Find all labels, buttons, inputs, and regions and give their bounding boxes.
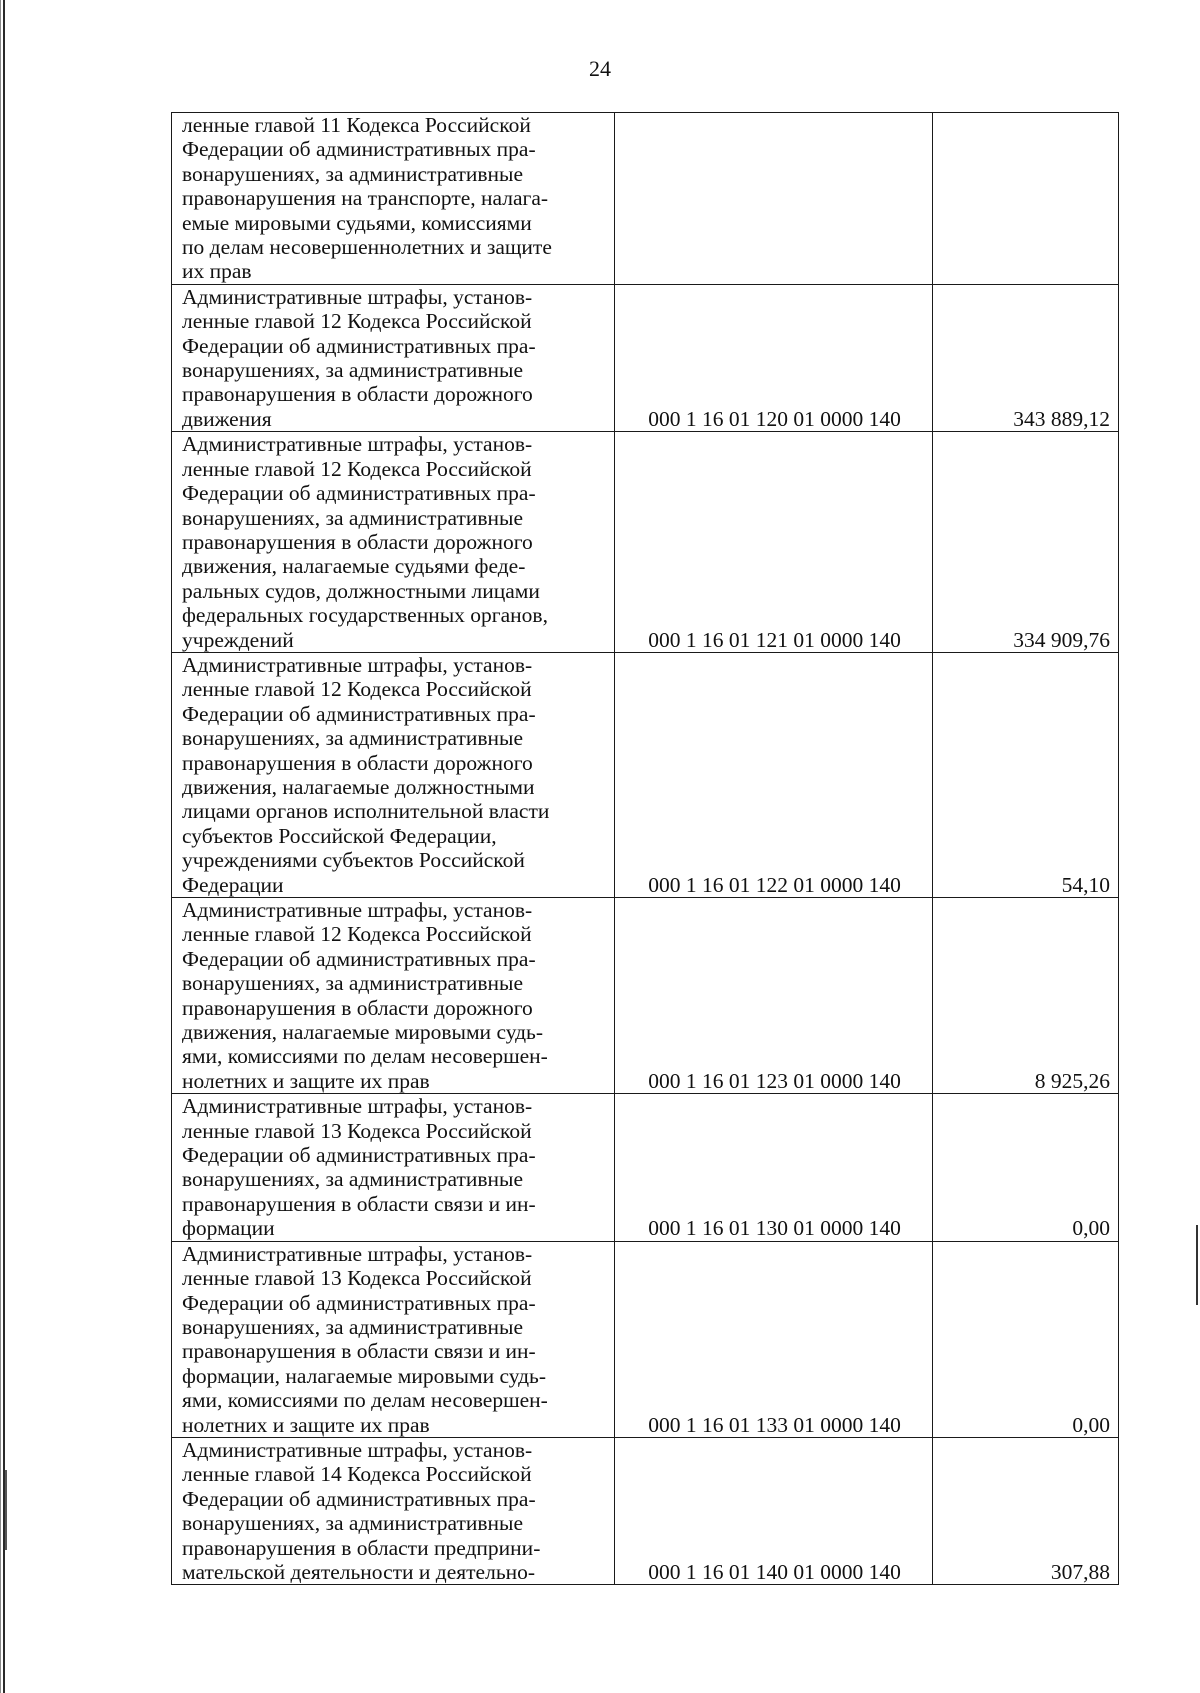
amount-cell: 343 889,12 [933, 284, 1119, 431]
scan-edge-outer [0, 0, 1, 1693]
revenue-name-line: учреждениями субъектов Российской [182, 848, 525, 873]
revenue-table [171, 112, 1119, 1585]
table-row [172, 284, 1119, 431]
revenue-name-line: Административные штрафы, установ- [182, 284, 533, 309]
revenue-name-line: Федерации [182, 872, 284, 897]
revenue-name-line: правонарушения в области дорожного [182, 750, 533, 775]
revenue-name-cell [172, 1094, 615, 1241]
revenue-name-line: их прав [182, 259, 252, 284]
revenue-name-line: правонарушения в области дорожного [182, 382, 533, 407]
amount-cell: 0,00 [933, 1241, 1119, 1437]
budget-code-cell: 000 1 16 01 123 01 0000 140 [615, 898, 933, 1094]
revenue-name-line: Административные штрафы, установ- [182, 1437, 533, 1462]
revenue-name-line: движения [182, 406, 272, 431]
table-row [172, 113, 1119, 285]
revenue-name-cell [172, 113, 615, 285]
revenue-name-line: движения, налагаемые должностными [182, 774, 535, 799]
revenue-name-line: вонарушениях, за административные [182, 1167, 524, 1192]
revenue-name-line: ленные главой 13 Кодекса Российской [182, 1266, 532, 1291]
revenue-name-cell [172, 652, 615, 897]
scan-edge-mark-left [5, 1470, 7, 1550]
revenue-name-line: ями, комиссиями по делам несовершен- [182, 1388, 548, 1413]
revenue-name-line: Административные штрафы, установ- [182, 898, 533, 922]
budget-code-cell: 000 1 16 01 130 01 0000 140 [615, 1094, 933, 1241]
revenue-name-line: правонарушения в области предприни- [182, 1535, 541, 1560]
revenue-name-line: правонарушения в области дорожного [182, 529, 533, 554]
revenue-name-line: вонарушениях, за административные [182, 1314, 524, 1339]
revenue-name-line: Федерации об административных пра- [182, 137, 536, 162]
revenue-name-line: емые мировыми судьями, комиссиями [182, 210, 532, 235]
revenue-name-line: субъектов Российской Федерации, [182, 823, 497, 848]
amount-cell: 307,88 [933, 1437, 1119, 1584]
revenue-name-line: Федерации об административных пра- [182, 1143, 536, 1168]
revenue-name-cell [172, 898, 615, 1094]
amount-cell: 334 909,76 [933, 432, 1119, 653]
revenue-name-line: Административные штрафы, установ- [182, 652, 533, 677]
revenue-name-cell [172, 432, 615, 653]
revenue-name-line: вонарушениях, за административные [182, 971, 524, 996]
revenue-name-line: Федерации об административных пра- [182, 701, 536, 726]
revenue-name-line: движения, налагаемые мировыми судь- [182, 1020, 543, 1045]
amount-cell: 54,10 [933, 652, 1119, 897]
revenue-name-line: вонарушениях, за административные [182, 505, 524, 530]
revenue-name-line: Административные штрафы, установ- [182, 1241, 533, 1266]
revenue-name-line: Федерации об административных пра- [182, 333, 536, 358]
revenue-name-line: Федерации об административных пра- [182, 481, 536, 506]
revenue-name-line: правонарушения в области связи и ин- [182, 1339, 536, 1364]
budget-code-cell: 000 1 16 01 120 01 0000 140 [615, 284, 933, 431]
revenue-name-line: формации, налагаемые мировыми судь- [182, 1363, 547, 1388]
revenue-name-line: ленные главой 14 Кодекса Российской [182, 1462, 532, 1487]
revenue-name-line: правонарушения в области связи и ин- [182, 1191, 536, 1216]
revenue-name-line: ленные главой 12 Кодекса Российской [182, 922, 532, 947]
table-row [172, 898, 1119, 1094]
revenue-name-line: Федерации об административных пра- [182, 1290, 536, 1315]
revenue-name-line: ленные главой 12 Кодекса Российской [182, 309, 532, 334]
amount-cell: 8 925,26 [933, 898, 1119, 1094]
revenue-name-line: учреждений [182, 627, 294, 652]
budget-code-cell: 000 1 16 01 133 01 0000 140 [615, 1241, 933, 1437]
revenue-name-line: правонарушения в области дорожного [182, 995, 533, 1020]
revenue-name-line: правонарушения на транспорте, налага- [182, 186, 549, 211]
revenue-name-line: ями, комиссиями по делам несовершен- [182, 1044, 548, 1069]
revenue-name-line: вонарушениях, за административные [182, 1511, 524, 1536]
table-row [172, 1437, 1119, 1584]
scan-edge-left [3, 0, 5, 1693]
revenue-name-line: вонарушениях, за административные [182, 726, 524, 751]
revenue-name-line: ральных судов, должностными лицами [182, 578, 540, 603]
revenue-name-line: мательской деятельности и деятельно- [182, 1559, 536, 1584]
revenue-name-line: вонарушениях, за административные [182, 161, 524, 186]
revenue-name-line: ленные главой 13 Кодекса Российской [182, 1118, 532, 1143]
page-number: 24 [589, 56, 611, 81]
revenue-name-line: Административные штрафы, установ- [182, 432, 533, 457]
revenue-name-line: лицами органов исполнительной власти [182, 799, 550, 824]
revenue-name-line: ленные главой 12 Кодекса Российской [182, 456, 532, 481]
revenue-name-line: формации [182, 1216, 275, 1241]
revenue-name-cell [172, 284, 615, 431]
table-row [172, 1094, 1119, 1241]
table-row [172, 652, 1119, 897]
revenue-name-line: нолетних и защите их прав [182, 1412, 430, 1437]
scan-edge-mark-right [1196, 1225, 1198, 1305]
revenue-name-cell [172, 1437, 615, 1584]
revenue-name-line: Федерации об административных пра- [182, 946, 536, 971]
revenue-name-cell [172, 1241, 615, 1437]
revenue-name-line: Административные штрафы, установ- [182, 1094, 533, 1119]
budget-code-cell: 000 1 16 01 121 01 0000 140 [615, 432, 933, 653]
revenue-name-line: Федерации об административных пра- [182, 1486, 536, 1511]
table-row [172, 1241, 1119, 1437]
revenue-name-line: движения, налагаемые судьями феде- [182, 554, 526, 579]
amount-cell [933, 113, 1119, 285]
revenue-name-line: федеральных государственных органов, [182, 603, 548, 628]
revenue-table-body [172, 113, 1119, 1585]
table-row [172, 432, 1119, 653]
budget-code-cell [615, 113, 933, 285]
budget-code-cell: 000 1 16 01 122 01 0000 140 [615, 652, 933, 897]
revenue-name-line: ленные главой 12 Кодекса Российской [182, 677, 532, 702]
revenue-name-line: по делам несовершеннолетних и защите [182, 235, 552, 260]
budget-code-cell: 000 1 16 01 140 01 0000 140 [615, 1437, 933, 1584]
revenue-name-line: ленные главой 11 Кодекса Российской [182, 113, 531, 137]
revenue-name-line: нолетних и защите их прав [182, 1068, 430, 1093]
amount-cell: 0,00 [933, 1094, 1119, 1241]
revenue-name-line: вонарушениях, за административные [182, 358, 524, 383]
